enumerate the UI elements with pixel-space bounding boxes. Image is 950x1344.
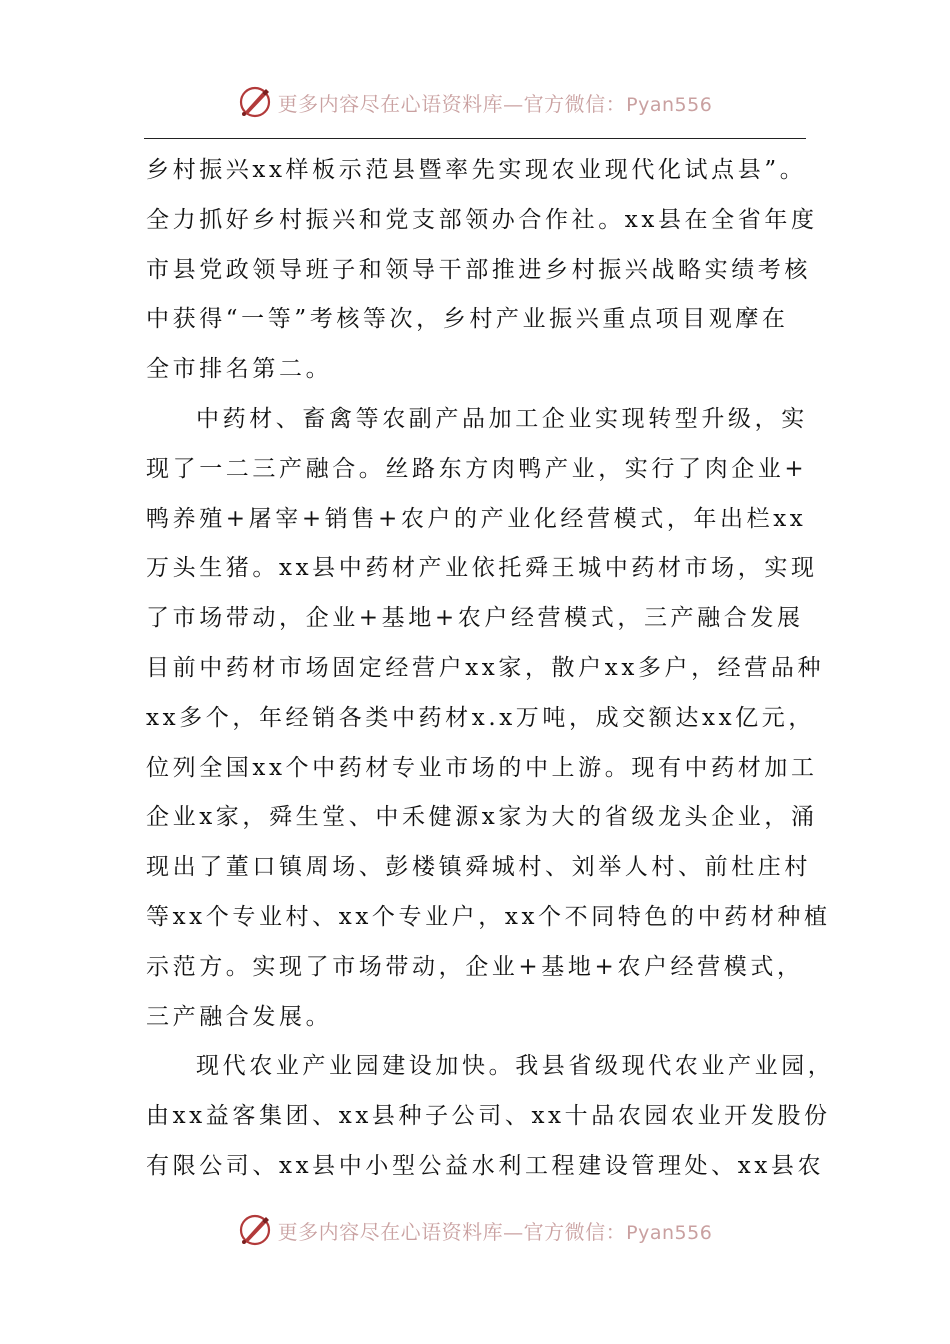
- text-line: 有限公司、xx县中小型公益水利工程建设管理处、xx县农: [146, 1152, 825, 1179]
- text-line: 鸭养殖+屠宰+销售+农户的产业化经营模式，年出栏xx: [146, 505, 807, 532]
- watermark-wechat-id: Pyan556: [626, 1221, 713, 1244]
- header-divider: [144, 138, 806, 139]
- text-line: 中获得“一等”考核等次，乡村产业振兴重点项目观摩在: [146, 306, 789, 333]
- header-watermark: [0, 82, 950, 122]
- paragraph-start-line: 现代农业产业园建设加快。我县省级现代农业产业园，: [196, 1053, 835, 1080]
- watermark-text: 更多内容尽在心语资料库—官方微信：Pyan556: [277, 1219, 713, 1244]
- text-line: 等xx个专业村、xx个专业户，xx个不同特色的中药材种植: [146, 903, 831, 930]
- text-line: 三产融合发展。: [146, 1003, 333, 1030]
- paragraph-start-line: 中药材、畜禽等农副产品加工企业实现转型升级，实: [196, 405, 808, 432]
- text-line: 全市排名第二。: [146, 356, 333, 383]
- text-line: 现出了董口镇周场、彭楼镇舜城村、刘举人村、前杜庄村: [146, 854, 811, 881]
- text-line: 企业x家，舜生堂、中禾健源x家为大的省级龙头企业，涌: [146, 804, 818, 831]
- footer-watermark: [0, 1210, 950, 1250]
- text-line: 市县党政领导班子和领导干部推进乡村振兴战略实绩考核: [146, 256, 811, 283]
- text-line: xx多个，年经销各类中药材x.x万吨，成交额达xx亿元，: [146, 704, 815, 731]
- text-line: 目前中药材市场固定经营户xx家，散户xx多户，经营品种: [146, 654, 825, 681]
- text-line: 由xx益客集团、xx县种子公司、xx十品农园农业开发股份: [146, 1103, 831, 1130]
- text-line: 了市场带动，企业+基地+农户经营模式，三产融合发展: [146, 605, 804, 632]
- text-line: 现了一二三产融合。丝路东方肉鸭产业，实行了肉企业+: [146, 455, 808, 482]
- text-line: 万头生猪。xx县中药材产业依托舜王城中药材市场，实现: [146, 555, 818, 582]
- watermark-text: 更多内容尽在心语资料库—官方微信：Pyan556: [277, 91, 713, 116]
- watermark-wechat-id: Pyan556: [626, 93, 713, 116]
- pen-logo-icon: [238, 1213, 272, 1247]
- text-line: 全力抓好乡村振兴和党支部领办合作社。xx县在全省年度: [146, 206, 818, 233]
- text-line: 位列全国xx个中药材专业市场的中上游。现有中药材加工: [146, 754, 818, 781]
- pen-logo-icon: [238, 85, 272, 119]
- document-body: [146, 146, 835, 1192]
- text-line: 示范方。实现了市场带动，企业+基地+农户经营模式，: [146, 953, 804, 980]
- text-line: 乡村振兴xx样板示范县暨率先实现农业现代化试点县”。: [146, 157, 807, 183]
